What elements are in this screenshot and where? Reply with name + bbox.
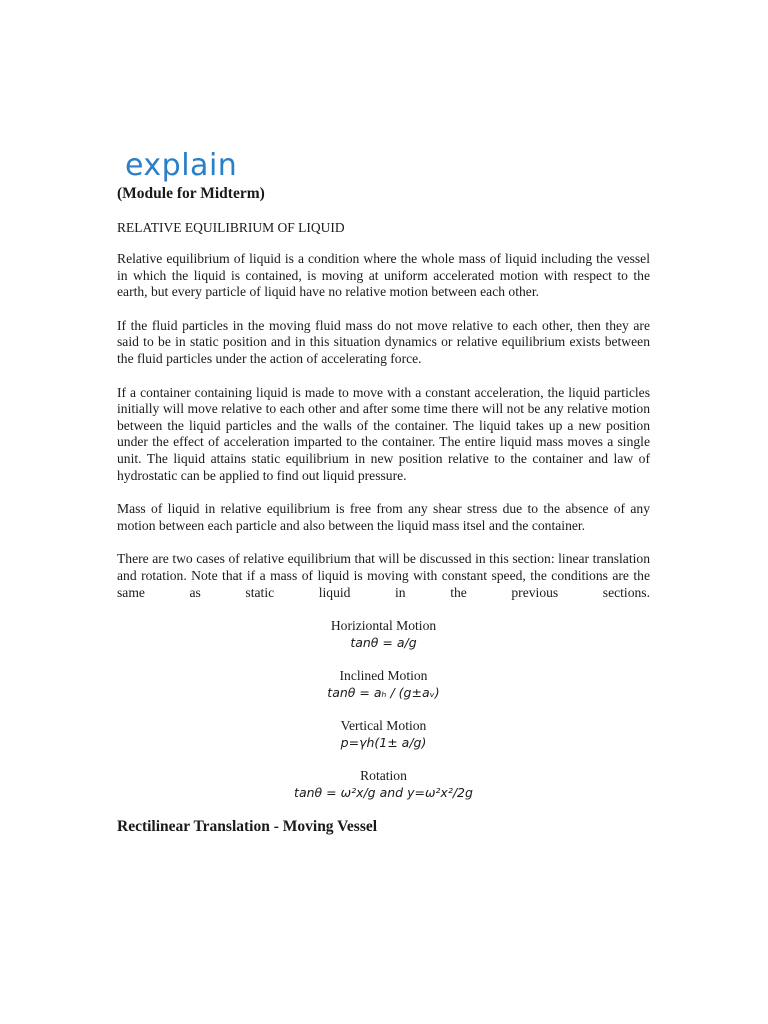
formula-inclined (117, 667, 650, 701)
explain-logo: explain (125, 148, 238, 183)
paragraph: Mass of liquid in relative equilibrium is free from any shear stress due to the absence of any motion between each particle and also between the liquid mass itsel and the container. (117, 501, 650, 533)
paragraph: Relative equilibrium of liquid is a condition where the whole mass of liquid including the vessel in which the liquid is contained, is moving at uniform accelerated motion with respect to the earth, but every particle of liquid have no relative motion between each other. (117, 251, 650, 300)
paragraph: If a container containing liquid is made to move with a constant acceleration, the liquid particles initially will move relative to each other and after some time there will not be any relative motion between the liquid particles and the walls of the container. The liquid takes up a new position under the effect of acceleration imparted to the container. The entire liquid mass moves a single unit. The liquid attains static equilibrium in new position relative to the container and law of hydrostatic can be applied to find out liquid pressure. (117, 384, 650, 483)
formula-equation: tanθ = aₕ / (g±aᵥ) (327, 685, 440, 701)
formula-list (117, 617, 650, 801)
subheading: Rectilinear Translation - Moving Vessel (117, 818, 378, 836)
formula-equation: p=γh(1± a/g) (340, 735, 427, 751)
paragraph: If the fluid particles in the moving fluid mass do not move relative to each other, then they are said to be in static position and in this situation dynamics or relative equilibrium exists between the fluid particles under the action of accelerating force. (117, 317, 650, 366)
document-page (117, 150, 650, 837)
module-title: (Module for Midterm) (117, 185, 265, 202)
formula-label: Rotation (360, 768, 407, 784)
formula-vertical (117, 717, 650, 751)
formula-equation: tanθ = ω²x/g and y=ω²x²/2g (294, 785, 473, 801)
formula-rotation (117, 767, 650, 801)
formula-label: Vertical Motion (340, 718, 427, 734)
formula-label: Horiziontal Motion (330, 618, 437, 634)
formula-label: Inclined Motion (339, 668, 428, 684)
paragraph: There are two cases of relative equilibrium that will be discussed in this section: linear translation and rotation. Note that if a mass of liquid is moving with constant speed, the conditions are the same as static liquid in the previous sections. (117, 551, 650, 600)
formula-equation: tanθ = a/g (350, 635, 417, 651)
section-title: RELATIVE EQUILIBRIUM OF LIQUID (117, 220, 345, 235)
formula-horizontal (117, 617, 650, 651)
